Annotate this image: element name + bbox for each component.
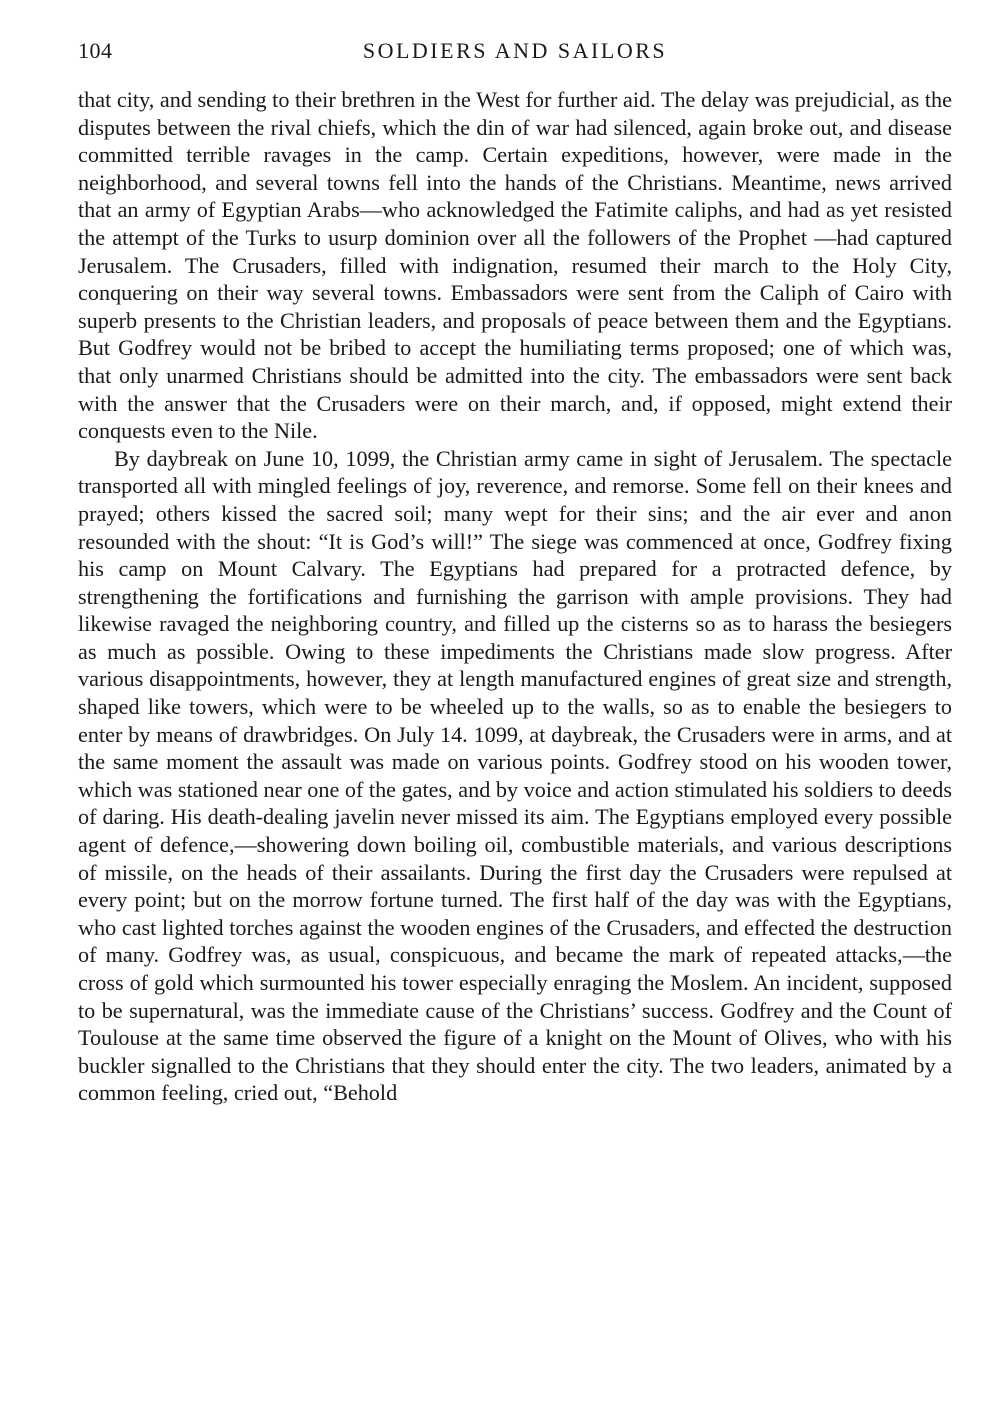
paragraph-2: By daybreak on June 10, 1099, the Christian army came in sight of Jerusalem. The spectacle transported all with mingled feelings of joy, reverence, and remorse. Some fell on their knees and prayed; others kissed the sacred soil; many wept for their sins; and the air ever and anon resounded with the shout: “It is God’s will!” The siege was commenced at once, Godfrey fixing his camp on Mount Calvary. The Egyptians had prepared for a protracted defence, by strengthening the fortifications and furnishing the garrison with ample provisions. They had likewise ravaged the neighboring country, and filled up the cisterns so as to harass the besiegers as much as possible. Owing to these impediments the Christians made slow progress. After various disappointments, however, they at length manufactured engines of great size and strength, shaped like towers, which were to be wheeled up to the walls, so as to enable the besiegers to enter by means of drawbridges. On July 14. 1099, at daybreak, the Crusaders were in arms, and at the same moment the assault was made on various points. Godfrey stood on his wooden tower, which was stationed near one of the gates, and by voice and action stimulated his soldiers to deeds of daring. His death-dealing javelin never missed its aim. The Egyptians employed every possible agent of defence,—showering down boiling oil, combustible materials, and various descriptions of missile, on the heads of their assailants. During the first day the Crusaders were repulsed at every point; but on the morrow fortune turned. The first half of the day was with the Egyptians, who cast lighted torches against the wooden engines of the Crusaders, and effected the destruction of many. Godfrey was, as usual, conspicuous, and became the mark of repeated attacks,—the cross of gold which surmounted his tower especially enraging the Moslem. An incident, supposed to be supernatural, was the immediate cause of the Christians’ success. Godfrey and the Count of Toulouse at the same time observed the figure of a knight on the Mount of Olives, who with his buckler signalled to the Christians that they should enter the city. The two leaders, animated by a common feeling, cried out, “Behold [78,445,952,1106]
paragraph-1: that city, and sending to their brethren in the West for further aid. The delay was prejudicial, as the disputes between the rival chiefs, which the din of war had silenced, again broke out, and disease committed terrible ravages in the camp. Certain expeditions, however, were made in the neighborhood, and several towns fell into the hands of the Christians. Meantime, news arrived that an army of Egyptian Arabs—who acknowledged the Fatimite caliphs, and had as yet resisted the attempt of the Turks to usurp dominion over all the followers of the Prophet —had captured Jerusalem. The Crusaders, filled with indignation, resumed their march to the Holy City, conquering on their way several towns. Embassadors were sent from the Caliph of Cairo with superb presents to the Christian leaders, and proposals of peace between them and the Egyptians. But Godfrey would not be bribed to accept the humiliating terms proposed; one of which was, that only unarmed Christians should be admitted into the city. The embassadors were sent back with the answer that the Crusaders were on their march, and, if opposed, might extend their conquests even to the Nile. [78,87,952,444]
page-header [78,38,952,72]
running-title: SOLDIERS AND SAILORS [362,38,668,63]
body-text [78,86,952,1107]
page-number: 104 [78,38,113,63]
